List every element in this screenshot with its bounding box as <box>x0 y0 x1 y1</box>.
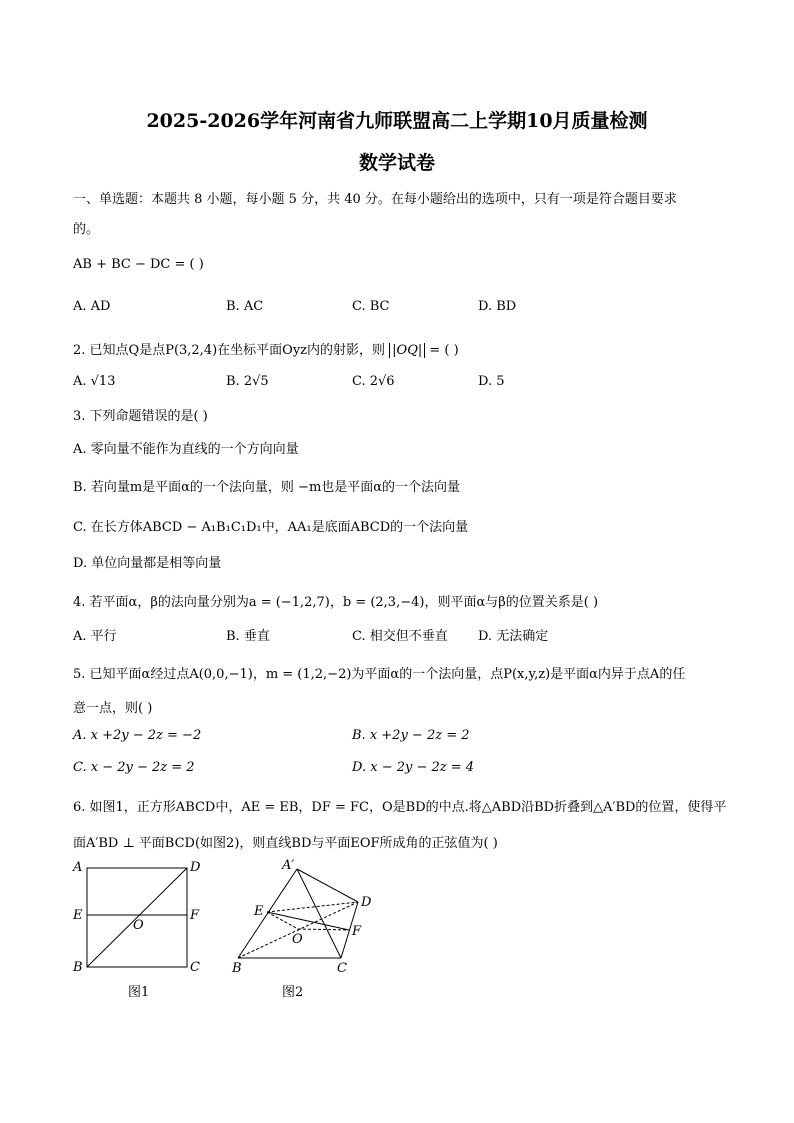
q3-option-a: A. 零向量不能作为直线的一个方向向量 <box>73 442 299 457</box>
q3-option-d: D. 单位向量都是相等向量 <box>73 556 222 571</box>
label-e: E <box>254 904 264 919</box>
label-b: B <box>232 961 242 976</box>
q4-option-b: B. 垂直 <box>226 629 270 644</box>
q2-option-a: A. √13 <box>73 374 116 389</box>
q2-option-d: D. 5 <box>478 374 505 389</box>
q1-option-a: A. AD <box>73 299 111 314</box>
q2-option-c: C. 2√6 <box>352 374 395 389</box>
q3-option-b: B. 若向量m是平面α的一个法向量，则 −m也是平面α的一个法向量 <box>73 480 461 495</box>
q4-option-a: A. 平行 <box>73 629 117 644</box>
question-6-stem-cont: 面A′BD ⊥ 平面BCD(如图2)，则直线BD与平面EOF所成角的正弦值为( ) <box>73 836 498 851</box>
label-f: F <box>352 924 362 939</box>
q2-stem-text: 2. 已知点Q是点P(3,2,4)在坐标平面Oyz内的射影，则 <box>73 343 386 358</box>
question-2-stem <box>73 339 459 358</box>
q5-option-b: B. x +2y − 2z = 2 <box>352 728 470 743</box>
figure-2-caption: 图2 <box>282 985 304 1000</box>
edge-ad <box>297 869 358 902</box>
label-d: D <box>361 895 372 910</box>
q2-oq-magnitude: |OQ| <box>389 343 425 358</box>
q3-option-c: C. 在长方体ABCD − A₁B₁C₁D₁中，AA₁是底面ABCD的一个法向量 <box>73 520 469 535</box>
label-e: E <box>73 908 83 923</box>
segment-ef <box>267 912 349 930</box>
q4-option-d: D. 无法确定 <box>478 629 549 644</box>
label-o: O <box>292 932 303 947</box>
section-heading-cont: 的。 <box>73 222 100 237</box>
label-o: O <box>133 918 144 933</box>
label-c: C <box>337 961 347 976</box>
q5-option-c: C. x − 2y − 2z = 2 <box>73 760 195 775</box>
q1-option-d: D. BD <box>478 299 517 314</box>
q2-stem-end: = ( ) <box>429 343 459 358</box>
figure-1-caption: 图1 <box>128 985 150 1000</box>
q2-option-b: B. 2√5 <box>226 374 269 389</box>
question-6-stem: 6. 如图1，正方形ABCD中，AE = EB，DF = FC，O是BD的中点.将△ABD沿BD折叠到△A′BD的位置，使得平 <box>73 800 727 815</box>
q1-option-c: C. BC <box>352 299 390 314</box>
question-5-stem: 5. 已知平面α经过点A(0,0,−1)，m = (1,2,−2)为平面α的一个法向量，点P(x,y,z)是平面α内异于点A的任 <box>73 667 686 682</box>
figure-1 <box>66 854 216 1004</box>
page-subtitle: 数学试卷 <box>358 152 435 174</box>
question-4-stem: 4. 若平面α，β的法向量分别为a = (−1,2,7)，b = (2,3,−4)，则平面α与β的位置关系是( ) <box>73 595 599 610</box>
segment-eo <box>267 912 298 929</box>
section-heading: 一、单选题：本题共 8 小题，每小题 5 分，共 40 分。在每小题给出的选项中，只有一项是符合题目要求 <box>73 192 677 207</box>
q5-option-a: A. x +2y − 2z = −2 <box>73 728 202 743</box>
q4-option-c: C. 相交但不垂直 <box>352 629 448 644</box>
label-b: B <box>73 960 83 975</box>
segment-ed <box>267 902 358 912</box>
label-a-prime: A′ <box>282 858 295 873</box>
label-a: A <box>73 860 83 875</box>
page-title: 2025-2026学年河南省九师联盟高二上学期10月质量检测 <box>146 110 648 132</box>
label-d: D <box>190 860 201 875</box>
label-c: C <box>190 960 200 975</box>
q5-option-d: D. x − 2y − 2z = 4 <box>352 760 475 775</box>
q1-option-b: B. AC <box>226 299 264 314</box>
label-f: F <box>190 908 200 923</box>
question-1-stem: AB + BC − DC = ( ) <box>73 257 204 272</box>
segment-of <box>298 929 349 930</box>
question-3-stem: 3. 下列命题错误的是( ) <box>73 409 208 424</box>
question-5-stem-cont: 意一点，则( ) <box>73 701 153 716</box>
figure-2 <box>224 854 394 1004</box>
